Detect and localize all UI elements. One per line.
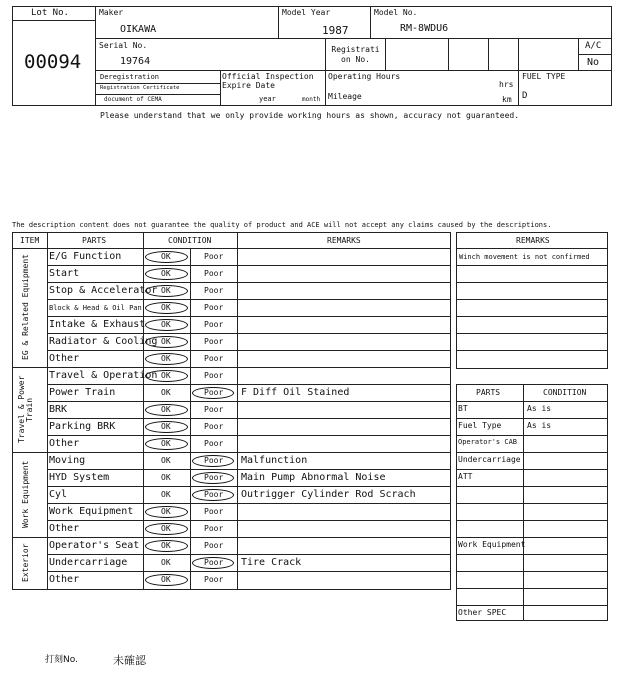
ok-label: OK [161, 303, 171, 312]
right-part-label: ATT [458, 472, 473, 481]
ac-value: No [587, 57, 600, 68]
ok-label: OK [161, 286, 171, 295]
ok-circle-mark [145, 268, 188, 280]
ok-label: OK [161, 337, 171, 346]
ok-label: OK [161, 575, 171, 584]
part-label: Other [49, 353, 80, 364]
cema-label: document of CEMA [104, 96, 162, 103]
poor-label: Poor [204, 286, 224, 295]
maker-value: OIKAWA [120, 24, 157, 35]
right-part-label: Other SPEC [458, 608, 507, 617]
right-part-label: Work Equipment [458, 540, 526, 549]
ok-circle-mark [145, 302, 188, 314]
part-label: BRK [49, 404, 68, 415]
ok-label: OK [161, 371, 171, 380]
ok-label: OK [161, 269, 171, 278]
ok-label: OK [161, 252, 171, 261]
poor-label: Poor [204, 541, 224, 550]
serial-label: Serial No. [99, 41, 148, 50]
year-label: year [259, 95, 276, 103]
ok-circle-mark [145, 353, 188, 365]
poor-circle-mark [192, 455, 234, 467]
ok-circle-mark [145, 438, 188, 450]
col-parts: PARTS [82, 236, 107, 245]
ok-label: OK [161, 541, 171, 550]
poor-label: Poor [204, 490, 224, 499]
ok-circle-mark [145, 523, 188, 535]
poor-circle-mark [192, 472, 234, 484]
right-remarks-header: REMARKS [516, 236, 550, 245]
ok-circle-mark [145, 404, 188, 416]
part-label: Stop & Accelerator [49, 285, 158, 296]
lot-label: Lot No. [31, 8, 69, 18]
ok-label: OK [161, 558, 171, 567]
right-part-label: Fuel Type [458, 421, 502, 430]
ok-label: OK [161, 439, 171, 448]
remark-text: Outrigger Cylinder Rod Scrach [241, 489, 416, 500]
registration-label: Registrati on No. [331, 45, 380, 64]
right-col-parts: PARTS [476, 388, 501, 397]
ok-circle-mark [145, 506, 188, 518]
part-label: Work Equipment [49, 506, 134, 517]
ac-label: A/C [585, 41, 602, 51]
fuel-type-label: FUEL TYPE [522, 72, 566, 81]
remark-text: Main Pump Abnormal Noise [241, 472, 386, 483]
ok-label: OK [161, 388, 171, 397]
remark-text: F Diff Oil Stained [241, 387, 350, 398]
ok-circle-mark [145, 285, 188, 297]
ok-circle-mark [145, 370, 188, 382]
hrs-label: hrs [499, 80, 514, 89]
description-notice: The description content does not guarantee the quality of product and ACE will not accept any claims caused by the descriptions. [12, 221, 552, 229]
ok-label: OK [161, 405, 171, 414]
poor-label: Poor [204, 371, 224, 380]
right-part-condition: As is [527, 404, 552, 413]
operating-hours-label: Operating Hours [328, 72, 401, 81]
hours-notice: Please understand that we only provide working hours as shown, accuracy not guaranteed. [100, 111, 520, 120]
item-group-label: Work Equipment [21, 460, 30, 529]
part-label: Intake & Exhaust [49, 319, 146, 330]
part-label: Operator's Seat [49, 540, 140, 551]
km-label: km [502, 95, 512, 104]
poor-label: Poor [204, 524, 224, 533]
ok-label: OK [161, 320, 171, 329]
poor-label: Poor [204, 422, 224, 431]
maker-label: Maker [99, 8, 124, 17]
poor-label: Poor [204, 269, 224, 278]
ok-label: OK [161, 422, 171, 431]
part-label: Other [49, 523, 80, 534]
col-condition: CONDITION [168, 236, 212, 245]
part-label: Other [49, 438, 80, 449]
ok-circle-mark [145, 574, 188, 586]
part-label: Other [49, 574, 80, 585]
poor-label: Poor [204, 337, 224, 346]
model-year-label: Model Year [282, 8, 331, 17]
right-remarks-first: Winch movement is not confirmed [459, 253, 590, 261]
part-label: Parking BRK [49, 421, 116, 432]
ok-circle-mark [145, 540, 188, 552]
right-col-condition: CONDITION [543, 388, 587, 397]
model-no-value: RM-8WDU6 [400, 23, 449, 34]
poor-label: Poor [204, 456, 224, 465]
poor-label: Poor [204, 507, 224, 516]
item-group-label: Exterior [21, 543, 30, 582]
part-label: Moving [49, 455, 86, 466]
model-year-value: 1987 [322, 24, 349, 37]
poor-label: Poor [204, 320, 224, 329]
remark-text: Tire Crack [241, 557, 302, 568]
part-label: Power Train [49, 387, 116, 398]
ok-label: OK [161, 524, 171, 533]
col-remarks: REMARKS [327, 236, 361, 245]
remark-text: Malfunction [241, 455, 308, 466]
part-label: Travel & Operation [49, 370, 158, 381]
part-label: Start [49, 268, 80, 279]
ok-label: OK [161, 456, 171, 465]
part-label: Undercarriage [49, 557, 128, 568]
ok-label: OK [161, 473, 171, 482]
poor-circle-mark [192, 557, 234, 569]
poor-circle-mark [192, 489, 234, 501]
ok-label: OK [161, 507, 171, 516]
poor-circle-mark [192, 387, 234, 399]
fuel-type-value: D [522, 91, 528, 101]
reg-cert-label: Registration Certificate [100, 85, 180, 91]
poor-label: Poor [204, 303, 224, 312]
inspection-label: Official Inspection Expire Date [222, 72, 314, 90]
right-part-label: Operator's CAB [458, 438, 518, 446]
col-item: ITEM [20, 236, 40, 245]
lot-number: 00094 [24, 51, 82, 73]
ok-label: OK [161, 490, 171, 499]
item-group-label: EG & Related Equipment [21, 254, 30, 361]
month-label: month [302, 96, 321, 103]
part-label: Block & Head & Oil Pan [49, 304, 142, 312]
model-no-label: Model No. [374, 8, 418, 17]
part-label: Cyl [49, 489, 68, 500]
poor-label: Poor [204, 439, 224, 448]
stamp-value: 未確認 [113, 654, 146, 667]
ok-circle-mark [145, 251, 188, 263]
mileage-label: Mileage [328, 92, 362, 101]
part-label: E/G Function [49, 251, 122, 262]
poor-label: Poor [204, 388, 224, 397]
dereg-label: Deregistration [100, 73, 160, 81]
poor-label: Poor [204, 252, 224, 261]
right-part-condition: As is [527, 421, 552, 430]
serial-value: 19764 [120, 56, 151, 67]
right-part-label: Undercarriage [458, 455, 521, 464]
poor-label: Poor [204, 575, 224, 584]
stamp-label: 打刻No. [45, 655, 78, 665]
poor-label: Poor [204, 354, 224, 363]
item-group-label: Travel & Power Train [17, 375, 34, 444]
part-label: HYD System [49, 472, 110, 483]
ok-circle-mark [145, 421, 188, 433]
poor-label: Poor [204, 558, 224, 567]
poor-label: Poor [204, 405, 224, 414]
ok-circle-mark [145, 319, 188, 331]
poor-label: Poor [204, 473, 224, 482]
right-part-label: BT [458, 404, 468, 413]
part-label: Radiator & Cooling [49, 336, 158, 347]
ok-circle-mark [145, 336, 188, 348]
ok-label: OK [161, 354, 171, 363]
